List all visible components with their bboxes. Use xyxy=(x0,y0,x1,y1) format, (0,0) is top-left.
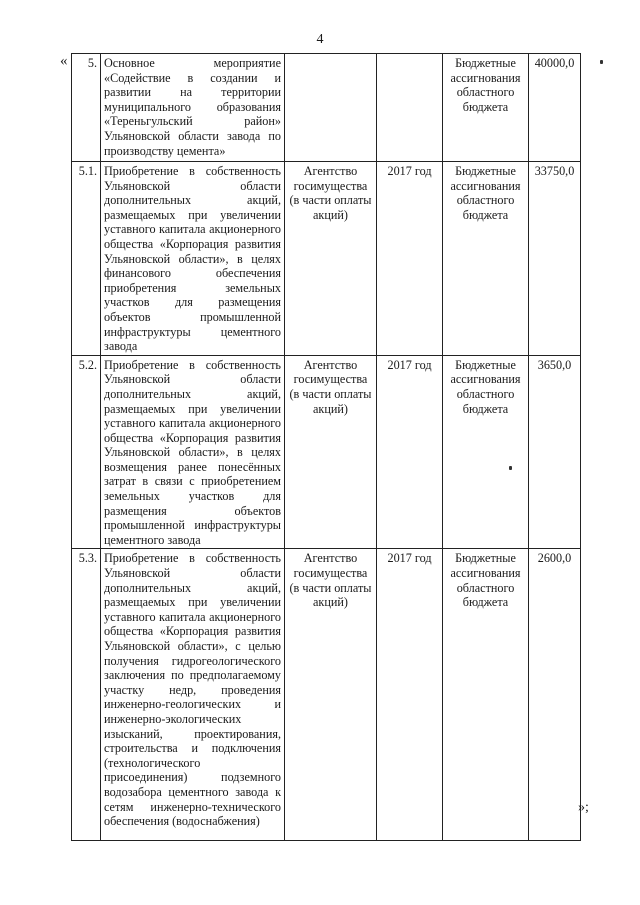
measure-name: Приобретение в собственность Ульяновской области дополнительных акций, размещаемых при увеличении уставного капитала акционерного общества «Корпорация развития Ульяновской области», с целью получения гидрогеологического заключения по предполагаемому участку недр, проведения инженерно-геологических и инженерно-экологических изысканий, проектирования, строительства и подключения (технологического присоединения) подземного водозабора цементного завода к сетям инженерно-технического обеспечения (водоснабжения) xyxy=(101,549,285,841)
row-number: 5.1. xyxy=(72,162,101,356)
funding-source: Бюджетные ассигнования областного бюджета xyxy=(443,355,529,549)
amount-cell: 33750,0 xyxy=(529,162,581,356)
year-cell: 2017 год xyxy=(377,162,443,356)
amount-cell: 2600,0 xyxy=(529,549,581,841)
funding-source: Бюджетные ассигнования областного бюджета xyxy=(443,549,529,841)
funding-source: Бюджетные ассигнования областного бюджета xyxy=(443,162,529,356)
table-row xyxy=(72,549,581,841)
executor-cell: Агентство госимущества (в части оплаты акций) xyxy=(285,549,377,841)
table-row xyxy=(72,162,581,356)
table-row xyxy=(72,54,581,162)
row-number: 5.2. xyxy=(72,355,101,549)
scan-speck xyxy=(509,466,512,470)
table-row xyxy=(72,355,581,549)
year-cell: 2017 год xyxy=(377,355,443,549)
executor-cell xyxy=(285,54,377,162)
row-number: 5.3. xyxy=(72,549,101,841)
measures-table xyxy=(71,53,581,841)
executor-cell: Агентство госимущества (в части оплаты акций) xyxy=(285,162,377,356)
page-number: 4 xyxy=(316,32,324,47)
measure-name: Приобретение в собственность Ульяновской области дополнительных акций, размещаемых при увеличении уставного капитала акционерного общества «Корпорация развития Ульяновской области», в целях возмещения ранее понесённых затрат в связи с приобретением земельных участков для размещения объектов промышленной инфраструктуры цементного завода xyxy=(101,355,285,549)
executor-cell: Агентство госимущества (в части оплаты акций) xyxy=(285,355,377,549)
year-cell: 2017 год xyxy=(377,549,443,841)
scan-speck xyxy=(600,60,603,64)
amount-cell: 3650,0 xyxy=(529,355,581,549)
row-number: 5. xyxy=(72,54,101,162)
measure-name: Приобретение в собственность Ульяновской области дополнительных акций, размещаемых при увеличении уставного капитала акционерного общества «Корпорация развития Ульяновской области», в целях финансового обеспечения приобретения земельных участков для размещения объектов промышленной инфраструктуры цементного завода xyxy=(101,162,285,356)
funding-source: Бюджетные ассигнования областного бюджета xyxy=(443,54,529,162)
closing-quote-mark: »; xyxy=(578,800,589,815)
year-cell xyxy=(377,54,443,162)
amount-cell: 40000,0 xyxy=(529,54,581,162)
opening-quote-mark: « xyxy=(60,53,68,69)
measure-name: Основное мероприятие «Содействие в создании и развитии на территории муниципального образования «Тереньгульский район» Ульяновской области завода по производству цемента» xyxy=(101,54,285,162)
